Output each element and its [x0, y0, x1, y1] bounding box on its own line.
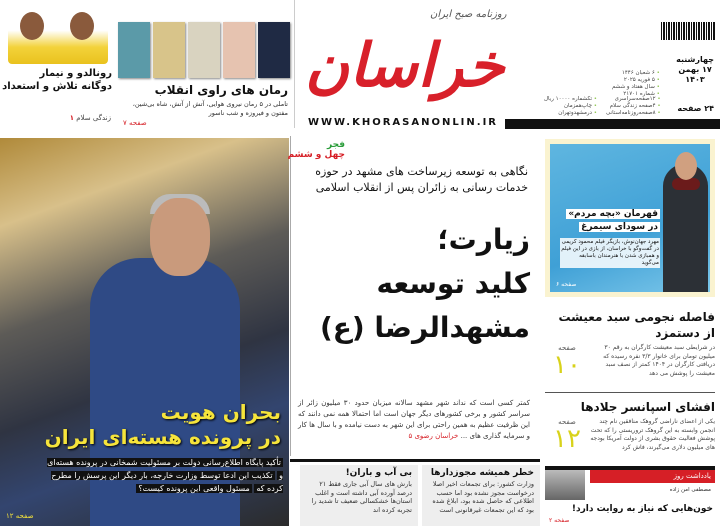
side-story[interactable]: افشای اسپانسر جلادها یکی از اعضای ناراضی گروهک منافقین نام چند انجمن وابسته به این گروهک تروریستی را که تحت پوشش فعالیت حقوق بشری از دولت آمریکا بودجه های میلیون دلاری می‌گیرند، فاش کرد صفحه ۱۲	[545, 399, 715, 452]
editorial-title: خون‌هایی که نیاز به روایت دارد!	[571, 504, 713, 514]
masthead-meta-3: • تکشماره ۱۰۰۰۰ ریال • چاپ‌همزمان • درمشهدوتهران	[544, 96, 597, 117]
books-headline: رمان های راوی انقلاب	[154, 83, 288, 97]
divider	[290, 459, 540, 462]
news-box[interactable]: خطر همیشه مجوزدارها وزارت کشور: برای تجمعات اخیر اصلا درخواست مجوز نشده بود اما حسب اطلاعی که حاصل شده بود، ابلاغ شده بود که این تجمعات غیرقانونی است	[422, 465, 540, 526]
editorial-page: صفحه ۲	[549, 517, 570, 524]
sports-headline: رونالدو و نیمار دوگانه تلاش و استعداد	[2, 68, 112, 92]
feature-photo	[550, 144, 710, 292]
masthead-bar	[505, 119, 720, 129]
masthead-logo: روزنامه صبح ایران خراسان	[305, 9, 507, 101]
editorial-label: یادداشت روز	[590, 470, 715, 483]
books-teaser[interactable]	[117, 0, 295, 128]
issue-info	[600, 0, 720, 118]
website-url[interactable]: WWW.KHORASANONLIN.IR	[308, 117, 498, 128]
side-story[interactable]: فاصله نجومی سبد معیشت از دستمزد در شرایطی سبد معیشت کارگران به رقم ۳۰ میلیون تومان برای خانوار ۳/۳ نفره رسیده که دریافتی کارگران در ۱۴۰۴ کمتر از نصف سبد معیشت را پوشش می دهد صفحه ۱۰	[545, 309, 715, 378]
feature-story[interactable]	[545, 139, 715, 297]
main-headline: زیارت؛ کلید توسعه مشهدالرضا (ع)	[319, 223, 530, 344]
masthead-meta-1: • ۶ شعبان ۱۴۴۶ • ۵ فوریه ۲۰۲۵ • سال هفتاد و ششم • شماره ۲۱۷۰۱	[612, 70, 660, 98]
page-number: صفحه ۱۲	[553, 418, 581, 454]
page-count: ۲۴ صفحه	[677, 104, 714, 113]
book-covers	[118, 22, 290, 78]
lead-photo-story[interactable]	[0, 138, 289, 526]
editorial[interactable]	[545, 466, 715, 526]
fajr-badge: فجر چهل و ششم	[287, 140, 345, 160]
sports-teaser[interactable]	[0, 0, 115, 128]
lead-headline: بحران هویت در پرونده هسته‌ای ایران	[44, 400, 281, 449]
editorial-author: مصطفی امن زاده	[669, 487, 711, 493]
feature-text: مهرد جهان‌نوش، بازیگر فیلم محمود کریمی در گفت‌وگو با خراسان، از بازی در این فیلم و همبازی شدن با هنرمندان باسابقه می‌گوید	[561, 239, 659, 266]
sports-section: زندگی سلام ۱	[69, 114, 111, 122]
divider	[545, 392, 715, 393]
feature-page: صفحه ۶	[556, 281, 577, 288]
barcode-icon	[661, 22, 716, 40]
books-summary: تاملی در ۵ رمان نیروی هوایی، آتش از آتش، شاه بی‌شین، مفتون و فیروزه و شب ناسور	[132, 100, 288, 117]
main-body: کمتر کسی است که نداند شهر مشهد سالانه میزبان حدود ۳۰ میلیون زائر از سراسر کشور و برخی کشورهای دیگر جهان است اما احتمالا همه نمی دانند که این ظرفیت عظیم به همین راحتی برای این شهر به دست نیامده و با سال ها کار و سرمایه گذاری های ... خراسان رضوی ۵	[298, 399, 530, 440]
main-story[interactable]	[287, 136, 540, 456]
page-number: صفحه ۱۰	[553, 344, 581, 380]
issue-date: چهارشنبه ۱۷ بهمن ۱۴۰۳	[676, 55, 714, 84]
players-photo	[8, 8, 108, 64]
author-photo	[545, 470, 585, 500]
lead-page: صفحه ۱۲	[6, 512, 34, 520]
feature-headline: قهرمان «بچه مردم» در سودای سیمرغ	[568, 209, 658, 232]
main-subtitle: نگاهی به توسعه زیرساخت های مشهد در حوزه خدمات رسانی به زائران پس از انقلاب اسلامی	[315, 165, 528, 194]
masthead-meta-2: • ۱۲صفحه‌سراسری • ۴صفحه زندگی سلام • ۸صفحه‌روزنامه‌استانی	[606, 96, 661, 117]
lead-body: تأکید پایگاه اطلاع‌رسانی دولت بر مسئولیت شمخانی در پرونده هسته‌ای و تکذیب این ادعا توسط وزارت خارجه، بار دیگر این پرسش را مطرح کرده که مسئول واقعی این پرونده کیست؟	[47, 458, 283, 493]
news-box[interactable]: بی آب و باران! بارش های سال آبی جاری فقط ۲۱ درصد آورده آبی داشته است و اغلب استان‌ها خشکسالی ضعیف تا شدید را تجربه کرده اند	[300, 465, 418, 526]
books-page: صفحه ۷	[123, 119, 147, 127]
